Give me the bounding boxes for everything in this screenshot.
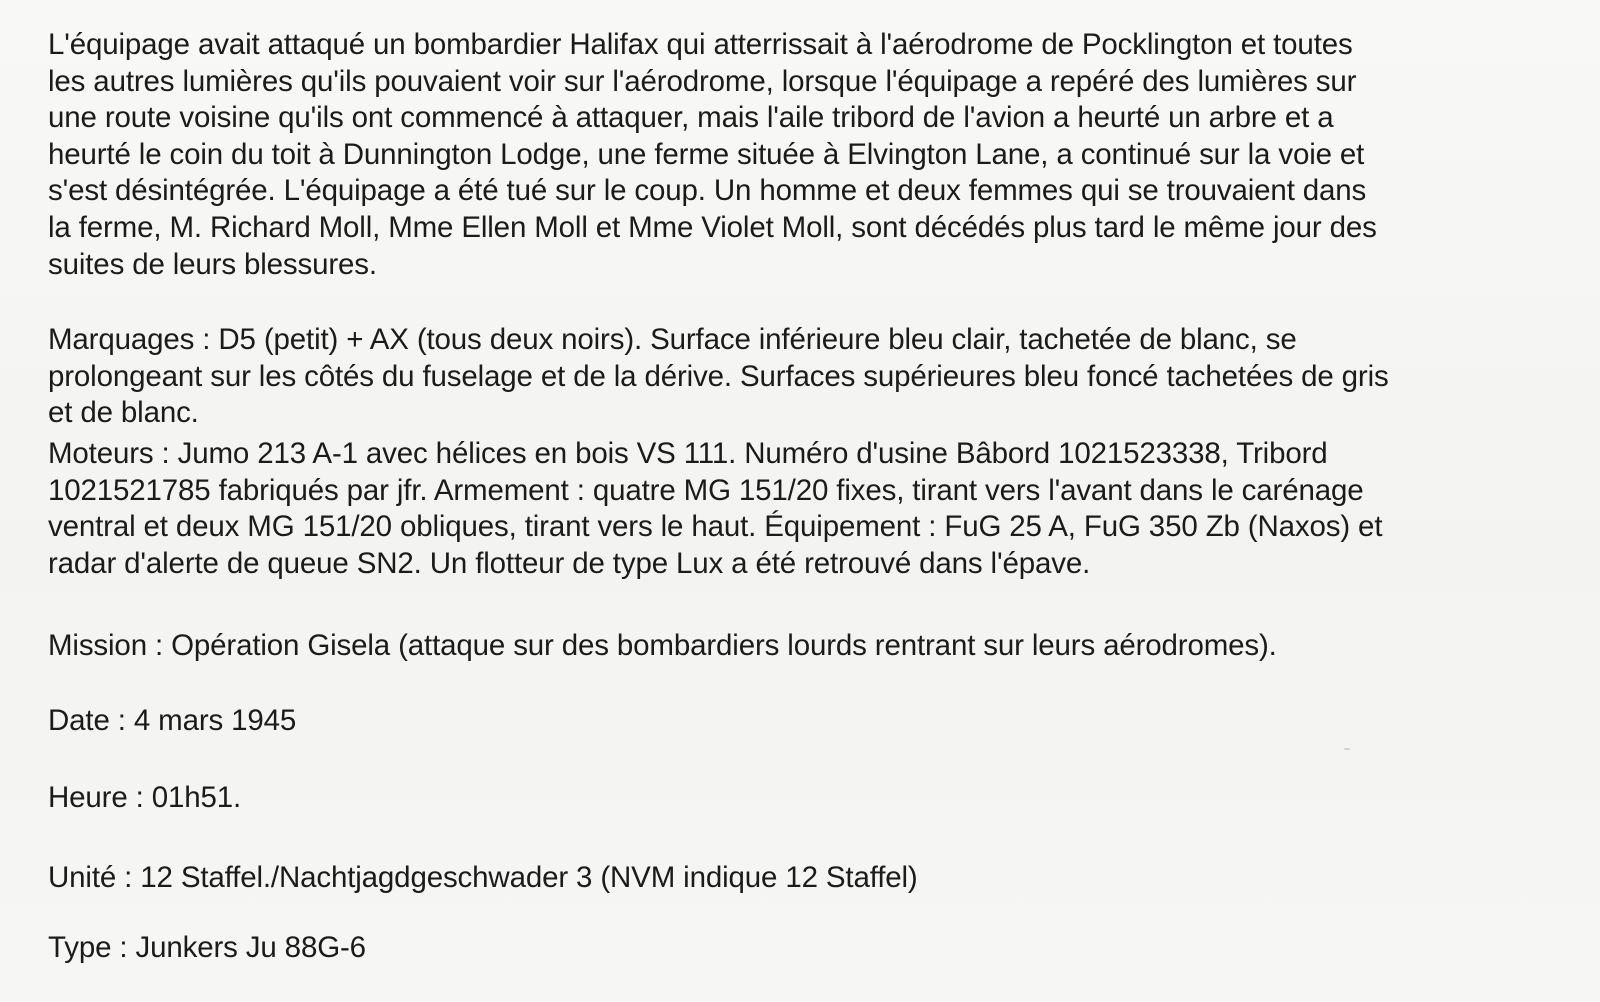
field-time: Heure : 01h51. bbox=[48, 781, 242, 814]
paragraph-markings: Marquages : D5 (petit) + AX (tous deux noirs). Surface inférieure bleu clair, tachetée de blanc, se prolongeant sur les côtés du fuselage et de la dérive. Surfaces supérieures bleu foncé tachetées de gris et de blanc. bbox=[48, 323, 1389, 430]
field-date: Date : 4 mars 1945 bbox=[48, 704, 297, 737]
paragraph-crash-account: L'équipage avait attaqué un bombardier Halifax qui atterrissait à l'aérodrome de Pocklington et toutes les autres lumières qu'ils pouvaient voir sur l'aérodrome, lorsque l'équipage a repéré des lumières sur une route voisine qu'ils ont commencé à attaquer, mais l'aile tribord de l'avion a heurté un arbre et a heurté le coin du toit à Dunnington Lodge, une ferme située à Elvington Lane, a continué sur la voie et s'est désintégrée. L'équipage a été tué sur le coup. Un homme et deux femmes qui se trouvaient dans la ferme, M. Richard Moll, Mme Ellen Moll et Mme Violet Moll, sont décédés plus tard le même jour des suites de leurs blessures. bbox=[48, 28, 1377, 281]
field-mission: Mission : Opération Gisela (attaque sur des bombardiers lourds rentrant sur leurs aérodromes). bbox=[48, 629, 1277, 662]
scan-speck bbox=[1344, 748, 1350, 750]
field-aircraft-type: Type : Junkers Ju 88G-6 bbox=[48, 931, 366, 964]
field-unit: Unité : 12 Staffel./Nachtjagdgeschwader 3 (NVM indique 12 Staffel) bbox=[48, 861, 918, 894]
paragraph-engines-armament: Moteurs : Jumo 213 A-1 avec hélices en bois VS 111. Numéro d'usine Bâbord 1021523338, Tribord 1021521785 fabriqués par jfr. Armement : quatre MG 151/20 fixes, tirant vers l'avant dans le carénage ventral et deux MG 151/20 obliques, tirant vers le haut. Équipement : FuG 25 A, FuG 350 Zb (Naxos) et radar d'alerte de queue SN2. Un flotteur de type Lux a été retrouvé dans l'épave. bbox=[48, 437, 1383, 580]
